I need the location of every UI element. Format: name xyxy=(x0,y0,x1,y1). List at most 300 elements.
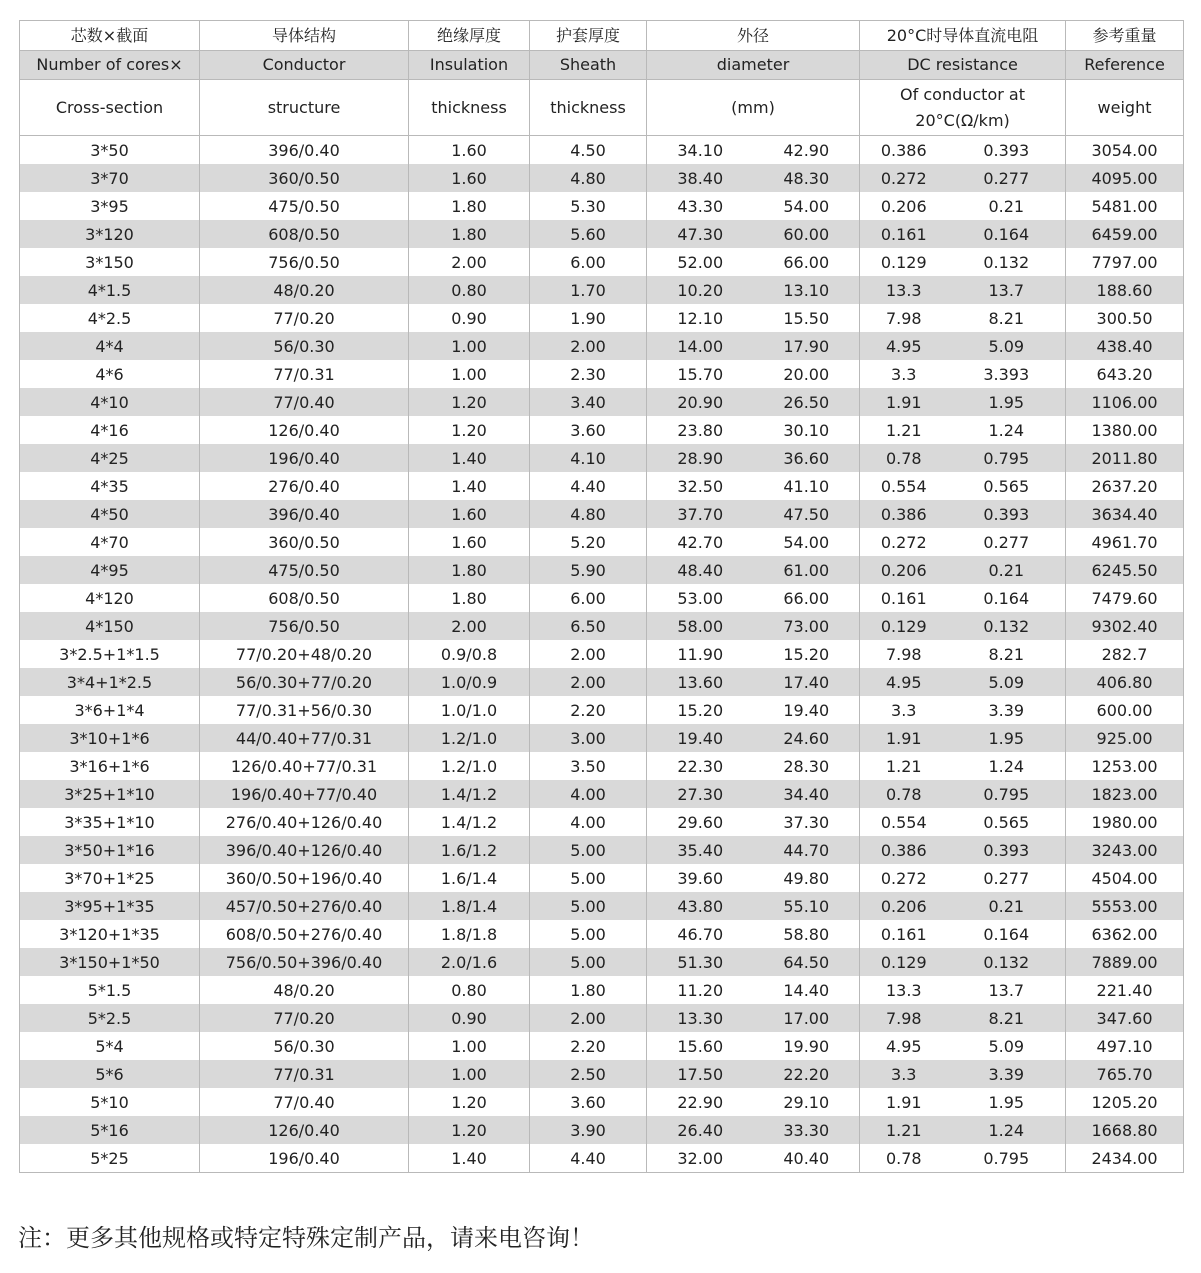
table-cell: 497.10 xyxy=(1066,1032,1184,1060)
table-row xyxy=(20,892,1184,920)
table-row xyxy=(20,248,1184,276)
table-cell: 12.10 xyxy=(647,304,754,332)
header-cell: structure xyxy=(200,80,409,136)
table-cell: 396/0.40 xyxy=(200,136,409,165)
table-cell: 15.60 xyxy=(647,1032,754,1060)
table-cell: 0.78 xyxy=(860,780,948,808)
table-cell: 38.40 xyxy=(647,164,754,192)
table-cell: 1.2/1.0 xyxy=(409,752,530,780)
table-cell: 4095.00 xyxy=(1066,164,1184,192)
table-cell: 66.00 xyxy=(754,248,860,276)
table-cell: 77/0.31 xyxy=(200,1060,409,1088)
table-cell: 1205.20 xyxy=(1066,1088,1184,1116)
table-cell: 1.4/1.2 xyxy=(409,808,530,836)
table-row xyxy=(20,192,1184,220)
table-cell: 7797.00 xyxy=(1066,248,1184,276)
table-cell: 51.30 xyxy=(647,948,754,976)
table-header xyxy=(20,21,1184,136)
table-cell: 608/0.50 xyxy=(200,584,409,612)
table-cell: 5.90 xyxy=(530,556,647,584)
table-row xyxy=(20,696,1184,724)
table-cell: 48.30 xyxy=(754,164,860,192)
table-cell: 34.10 xyxy=(647,136,754,165)
table-cell: 3.3 xyxy=(860,696,948,724)
table-row xyxy=(20,780,1184,808)
table-row xyxy=(20,1004,1184,1032)
table-cell: 48.40 xyxy=(647,556,754,584)
table-cell: 3.60 xyxy=(530,416,647,444)
table-cell: 44.70 xyxy=(754,836,860,864)
table-cell: 2.50 xyxy=(530,1060,647,1088)
table-row xyxy=(20,444,1184,472)
table-cell: 77/0.40 xyxy=(200,1088,409,1116)
table-cell: 3.50 xyxy=(530,752,647,780)
table-cell: 765.70 xyxy=(1066,1060,1184,1088)
table-cell: 3*10+1*6 xyxy=(20,724,200,752)
table-cell: 1.40 xyxy=(409,472,530,500)
table-cell: 1.80 xyxy=(409,220,530,248)
table-cell: 66.00 xyxy=(754,584,860,612)
table-cell: 9302.40 xyxy=(1066,612,1184,640)
table-cell: 17.40 xyxy=(754,668,860,696)
table-cell: 64.50 xyxy=(754,948,860,976)
table-row xyxy=(20,500,1184,528)
table-cell: 27.30 xyxy=(647,780,754,808)
header-cell: Cross-section xyxy=(20,80,200,136)
table-row xyxy=(20,528,1184,556)
table-cell: 4*10 xyxy=(20,388,200,416)
table-cell: 34.40 xyxy=(754,780,860,808)
table-row xyxy=(20,1060,1184,1088)
table-cell: 20.90 xyxy=(647,388,754,416)
table-cell: 1.20 xyxy=(409,1088,530,1116)
table-cell: 1.24 xyxy=(948,416,1066,444)
table-cell: 0.386 xyxy=(860,136,948,165)
table-cell: 0.21 xyxy=(948,556,1066,584)
table-cell: 0.554 xyxy=(860,808,948,836)
header-cell: Insulation xyxy=(409,51,530,80)
table-cell: 43.80 xyxy=(647,892,754,920)
table-cell: 0.90 xyxy=(409,304,530,332)
table-cell: 4.40 xyxy=(530,472,647,500)
table-cell: 14.00 xyxy=(647,332,754,360)
table-cell: 15.20 xyxy=(754,640,860,668)
table-cell: 221.40 xyxy=(1066,976,1184,1004)
table-cell: 3*2.5+1*1.5 xyxy=(20,640,200,668)
table-cell: 1.80 xyxy=(409,584,530,612)
table-row xyxy=(20,724,1184,752)
table-cell: 5.09 xyxy=(948,668,1066,696)
header-cell: Reference xyxy=(1066,51,1184,80)
table-cell: 13.30 xyxy=(647,1004,754,1032)
table-cell: 5481.00 xyxy=(1066,192,1184,220)
header-cell: Sheath xyxy=(530,51,647,80)
table-cell: 5.20 xyxy=(530,528,647,556)
table-cell: 4.00 xyxy=(530,808,647,836)
table-cell: 1380.00 xyxy=(1066,416,1184,444)
table-cell: 5.60 xyxy=(530,220,647,248)
table-cell: 6.50 xyxy=(530,612,647,640)
header-row-chinese xyxy=(20,21,1184,51)
table-cell: 0.272 xyxy=(860,164,948,192)
header-cell: 20°C时导体直流电阻 xyxy=(860,21,1066,51)
table-cell: 3*95 xyxy=(20,192,200,220)
table-cell: 56/0.30 xyxy=(200,332,409,360)
table-cell: 3.40 xyxy=(530,388,647,416)
table-cell: 5.00 xyxy=(530,892,647,920)
table-row xyxy=(20,472,1184,500)
table-cell: 2.00 xyxy=(409,612,530,640)
table-cell: 36.60 xyxy=(754,444,860,472)
table-cell: 3*70 xyxy=(20,164,200,192)
table-row xyxy=(20,976,1184,1004)
table-cell: 3*70+1*25 xyxy=(20,864,200,892)
header-cell: 外径 xyxy=(647,21,860,51)
table-cell: 0.277 xyxy=(948,164,1066,192)
table-cell: 53.00 xyxy=(647,584,754,612)
table-row xyxy=(20,164,1184,192)
table-cell: 1.00 xyxy=(409,360,530,388)
header-cell: (mm) xyxy=(647,80,860,136)
table-cell: 1.21 xyxy=(860,752,948,780)
table-cell: 5.00 xyxy=(530,948,647,976)
table-cell: 1.00 xyxy=(409,1060,530,1088)
table-cell: 8.21 xyxy=(948,640,1066,668)
table-cell: 13.60 xyxy=(647,668,754,696)
table-cell: 0.386 xyxy=(860,500,948,528)
table-cell: 3*50+1*16 xyxy=(20,836,200,864)
table-cell: 77/0.40 xyxy=(200,388,409,416)
table-row xyxy=(20,304,1184,332)
table-cell: 54.00 xyxy=(754,528,860,556)
table-cell: 0.277 xyxy=(948,864,1066,892)
header-cell: 芯数×截面 xyxy=(20,21,200,51)
table-cell: 1.95 xyxy=(948,388,1066,416)
table-row xyxy=(20,948,1184,976)
table-cell: 49.80 xyxy=(754,864,860,892)
table-cell: 0.393 xyxy=(948,836,1066,864)
table-cell: 22.20 xyxy=(754,1060,860,1088)
table-row xyxy=(20,1116,1184,1144)
table-cell: 0.78 xyxy=(860,1144,948,1173)
table-cell: 6245.50 xyxy=(1066,556,1184,584)
table-cell: 4.95 xyxy=(860,332,948,360)
table-cell: 77/0.20 xyxy=(200,1004,409,1032)
table-cell: 1.80 xyxy=(409,556,530,584)
cable-spec-table xyxy=(19,20,1184,1173)
table-cell: 32.50 xyxy=(647,472,754,500)
table-cell: 19.90 xyxy=(754,1032,860,1060)
table-cell: 0.164 xyxy=(948,584,1066,612)
table-cell: 54.00 xyxy=(754,192,860,220)
table-cell: 4504.00 xyxy=(1066,864,1184,892)
table-cell: 17.00 xyxy=(754,1004,860,1032)
table-cell: 5553.00 xyxy=(1066,892,1184,920)
table-cell: 7.98 xyxy=(860,304,948,332)
table-cell: 1.4/1.2 xyxy=(409,780,530,808)
table-cell: 4.80 xyxy=(530,500,647,528)
table-row xyxy=(20,556,1184,584)
table-cell: 42.90 xyxy=(754,136,860,165)
table-cell: 188.60 xyxy=(1066,276,1184,304)
table-cell: 5*2.5 xyxy=(20,1004,200,1032)
table-row xyxy=(20,584,1184,612)
table-cell: 8.21 xyxy=(948,304,1066,332)
table-cell: 1.21 xyxy=(860,416,948,444)
table-row xyxy=(20,1088,1184,1116)
table-row xyxy=(20,220,1184,248)
table-cell: 2.20 xyxy=(530,1032,647,1060)
table-cell: 0.129 xyxy=(860,948,948,976)
table-cell: 3*16+1*6 xyxy=(20,752,200,780)
table-cell: 1.8/1.4 xyxy=(409,892,530,920)
table-cell: 0.132 xyxy=(948,948,1066,976)
table-cell: 1823.00 xyxy=(1066,780,1184,808)
table-cell: 2.00 xyxy=(530,640,647,668)
table-cell: 1.8/1.8 xyxy=(409,920,530,948)
table-cell: 0.795 xyxy=(948,444,1066,472)
table-cell: 26.40 xyxy=(647,1116,754,1144)
table-cell: 3*4+1*2.5 xyxy=(20,668,200,696)
table-cell: 5.00 xyxy=(530,864,647,892)
table-cell: 1.0/0.9 xyxy=(409,668,530,696)
header-cell: thickness xyxy=(409,80,530,136)
table-cell: 0.206 xyxy=(860,556,948,584)
table-cell: 3634.40 xyxy=(1066,500,1184,528)
table-cell: 6459.00 xyxy=(1066,220,1184,248)
table-cell: 22.30 xyxy=(647,752,754,780)
table-cell: 3*35+1*10 xyxy=(20,808,200,836)
table-cell: 347.60 xyxy=(1066,1004,1184,1032)
table-cell: 756/0.50 xyxy=(200,612,409,640)
table-cell: 4.95 xyxy=(860,668,948,696)
table-cell: 22.90 xyxy=(647,1088,754,1116)
table-cell: 3.393 xyxy=(948,360,1066,388)
table-cell: 4*16 xyxy=(20,416,200,444)
table-cell: 43.30 xyxy=(647,192,754,220)
table-cell: 4*120 xyxy=(20,584,200,612)
table-cell: 3054.00 xyxy=(1066,136,1184,165)
table-cell: 1.60 xyxy=(409,500,530,528)
table-cell: 39.60 xyxy=(647,864,754,892)
table-cell: 3*50 xyxy=(20,136,200,165)
table-cell: 19.40 xyxy=(754,696,860,724)
table-cell: 1.24 xyxy=(948,752,1066,780)
table-cell: 396/0.40 xyxy=(200,500,409,528)
table-cell: 0.161 xyxy=(860,584,948,612)
table-cell: 0.80 xyxy=(409,276,530,304)
table-row xyxy=(20,1144,1184,1173)
table-cell: 0.9/0.8 xyxy=(409,640,530,668)
table-cell: 7889.00 xyxy=(1066,948,1184,976)
table-cell: 1.70 xyxy=(530,276,647,304)
table-cell: 4*2.5 xyxy=(20,304,200,332)
table-cell: 6.00 xyxy=(530,248,647,276)
table-cell: 32.00 xyxy=(647,1144,754,1173)
table-cell: 1.80 xyxy=(530,976,647,1004)
header-cell: weight xyxy=(1066,80,1184,136)
table-cell: 7479.60 xyxy=(1066,584,1184,612)
table-cell: 0.386 xyxy=(860,836,948,864)
table-cell: 1.80 xyxy=(409,192,530,220)
table-cell: 4.80 xyxy=(530,164,647,192)
table-cell: 11.90 xyxy=(647,640,754,668)
table-cell: 42.70 xyxy=(647,528,754,556)
table-cell: 77/0.20 xyxy=(200,304,409,332)
table-cell: 5.00 xyxy=(530,836,647,864)
table-cell: 1.95 xyxy=(948,724,1066,752)
table-cell: 46.70 xyxy=(647,920,754,948)
table-cell: 13.3 xyxy=(860,976,948,1004)
table-cell: 19.40 xyxy=(647,724,754,752)
table-cell: 77/0.31 xyxy=(200,360,409,388)
header-cell: thickness xyxy=(530,80,647,136)
table-cell: 2.30 xyxy=(530,360,647,388)
table-cell: 5*16 xyxy=(20,1116,200,1144)
table-cell: 1.6/1.4 xyxy=(409,864,530,892)
table-cell: 13.10 xyxy=(754,276,860,304)
table-cell: 1.2/1.0 xyxy=(409,724,530,752)
table-cell: 58.00 xyxy=(647,612,754,640)
table-cell: 0.795 xyxy=(948,1144,1066,1173)
header-row-english-2 xyxy=(20,80,1184,136)
table-row xyxy=(20,360,1184,388)
table-cell: 0.161 xyxy=(860,920,948,948)
table-cell: 5*25 xyxy=(20,1144,200,1173)
table-cell: 3.60 xyxy=(530,1088,647,1116)
table-cell: 1.00 xyxy=(409,332,530,360)
table-cell: 360/0.50+196/0.40 xyxy=(200,864,409,892)
table-cell: 126/0.40 xyxy=(200,1116,409,1144)
table-cell: 5.00 xyxy=(530,920,647,948)
table-cell: 61.00 xyxy=(754,556,860,584)
table-cell: 47.30 xyxy=(647,220,754,248)
header-cell: Conductor xyxy=(200,51,409,80)
table-cell: 17.90 xyxy=(754,332,860,360)
table-cell: 1.20 xyxy=(409,416,530,444)
table-cell: 3.39 xyxy=(948,696,1066,724)
table-cell: 1.0/1.0 xyxy=(409,696,530,724)
table-cell: 37.30 xyxy=(754,808,860,836)
table-row xyxy=(20,1032,1184,1060)
table-cell: 4*50 xyxy=(20,500,200,528)
table-cell: 52.00 xyxy=(647,248,754,276)
table-cell: 13.7 xyxy=(948,276,1066,304)
table-cell: 0.206 xyxy=(860,192,948,220)
table-cell: 1.24 xyxy=(948,1116,1066,1144)
table-cell: 73.00 xyxy=(754,612,860,640)
table-cell: 396/0.40+126/0.40 xyxy=(200,836,409,864)
table-cell: 2.00 xyxy=(409,248,530,276)
table-cell: 0.129 xyxy=(860,248,948,276)
table-cell: 3.3 xyxy=(860,1060,948,1088)
table-cell: 1.00 xyxy=(409,1032,530,1060)
table-cell: 643.20 xyxy=(1066,360,1184,388)
table-cell: 1253.00 xyxy=(1066,752,1184,780)
table-cell: 406.80 xyxy=(1066,668,1184,696)
table-cell: 4*95 xyxy=(20,556,200,584)
table-cell: 1.40 xyxy=(409,444,530,472)
table-cell: 5.09 xyxy=(948,332,1066,360)
table-cell: 300.50 xyxy=(1066,304,1184,332)
table-row xyxy=(20,612,1184,640)
table-cell: 1.95 xyxy=(948,1088,1066,1116)
table-row xyxy=(20,640,1184,668)
table-cell: 30.10 xyxy=(754,416,860,444)
table-cell: 5*1.5 xyxy=(20,976,200,1004)
table-cell: 925.00 xyxy=(1066,724,1184,752)
table-cell: 0.565 xyxy=(948,472,1066,500)
table-cell: 1.60 xyxy=(409,136,530,165)
table-cell: 0.161 xyxy=(860,220,948,248)
table-cell: 438.40 xyxy=(1066,332,1184,360)
table-cell: 0.21 xyxy=(948,892,1066,920)
table-cell: 282.7 xyxy=(1066,640,1184,668)
table-cell: 29.60 xyxy=(647,808,754,836)
table-cell: 276/0.40 xyxy=(200,472,409,500)
table-cell: 475/0.50 xyxy=(200,192,409,220)
table-cell: 4.95 xyxy=(860,1032,948,1060)
table-cell: 1.21 xyxy=(860,1116,948,1144)
table-cell: 35.40 xyxy=(647,836,754,864)
table-cell: 475/0.50 xyxy=(200,556,409,584)
table-cell: 4.10 xyxy=(530,444,647,472)
table-cell: 4*70 xyxy=(20,528,200,556)
header-cell: 参考重量 xyxy=(1066,21,1184,51)
table-cell: 0.393 xyxy=(948,500,1066,528)
table-cell: 0.272 xyxy=(860,528,948,556)
table-cell: 196/0.40 xyxy=(200,1144,409,1173)
table-cell: 56/0.30+77/0.20 xyxy=(200,668,409,696)
table-cell: 48/0.20 xyxy=(200,976,409,1004)
table-cell: 3243.00 xyxy=(1066,836,1184,864)
table-cell: 126/0.40 xyxy=(200,416,409,444)
table-row xyxy=(20,864,1184,892)
header-row-english-1 xyxy=(20,51,1184,80)
table-cell: 1668.80 xyxy=(1066,1116,1184,1144)
table-cell: 2.00 xyxy=(530,332,647,360)
table-cell: 1.60 xyxy=(409,164,530,192)
table-cell: 40.40 xyxy=(754,1144,860,1173)
table-cell: 196/0.40 xyxy=(200,444,409,472)
table-row xyxy=(20,388,1184,416)
table-cell: 4*25 xyxy=(20,444,200,472)
table-row xyxy=(20,836,1184,864)
table-cell: 26.50 xyxy=(754,388,860,416)
table-cell: 23.80 xyxy=(647,416,754,444)
table-cell: 7.98 xyxy=(860,1004,948,1032)
table-cell: 11.20 xyxy=(647,976,754,1004)
table-cell: 44/0.40+77/0.31 xyxy=(200,724,409,752)
table-cell: 77/0.20+48/0.20 xyxy=(200,640,409,668)
table-cell: 41.10 xyxy=(754,472,860,500)
table-cell: 1.6/1.2 xyxy=(409,836,530,864)
header-cell: 护套厚度 xyxy=(530,21,647,51)
table-cell: 14.40 xyxy=(754,976,860,1004)
table-cell: 0.554 xyxy=(860,472,948,500)
table-cell: 20.00 xyxy=(754,360,860,388)
table-cell: 28.30 xyxy=(754,752,860,780)
table-cell: 5*10 xyxy=(20,1088,200,1116)
table-cell: 608/0.50 xyxy=(200,220,409,248)
table-cell: 3.90 xyxy=(530,1116,647,1144)
table-cell: 3.3 xyxy=(860,360,948,388)
table-cell: 13.7 xyxy=(948,976,1066,1004)
header-cell: diameter xyxy=(647,51,860,80)
table-cell: 4*1.5 xyxy=(20,276,200,304)
table-cell: 7.98 xyxy=(860,640,948,668)
table-cell: 3*120+1*35 xyxy=(20,920,200,948)
